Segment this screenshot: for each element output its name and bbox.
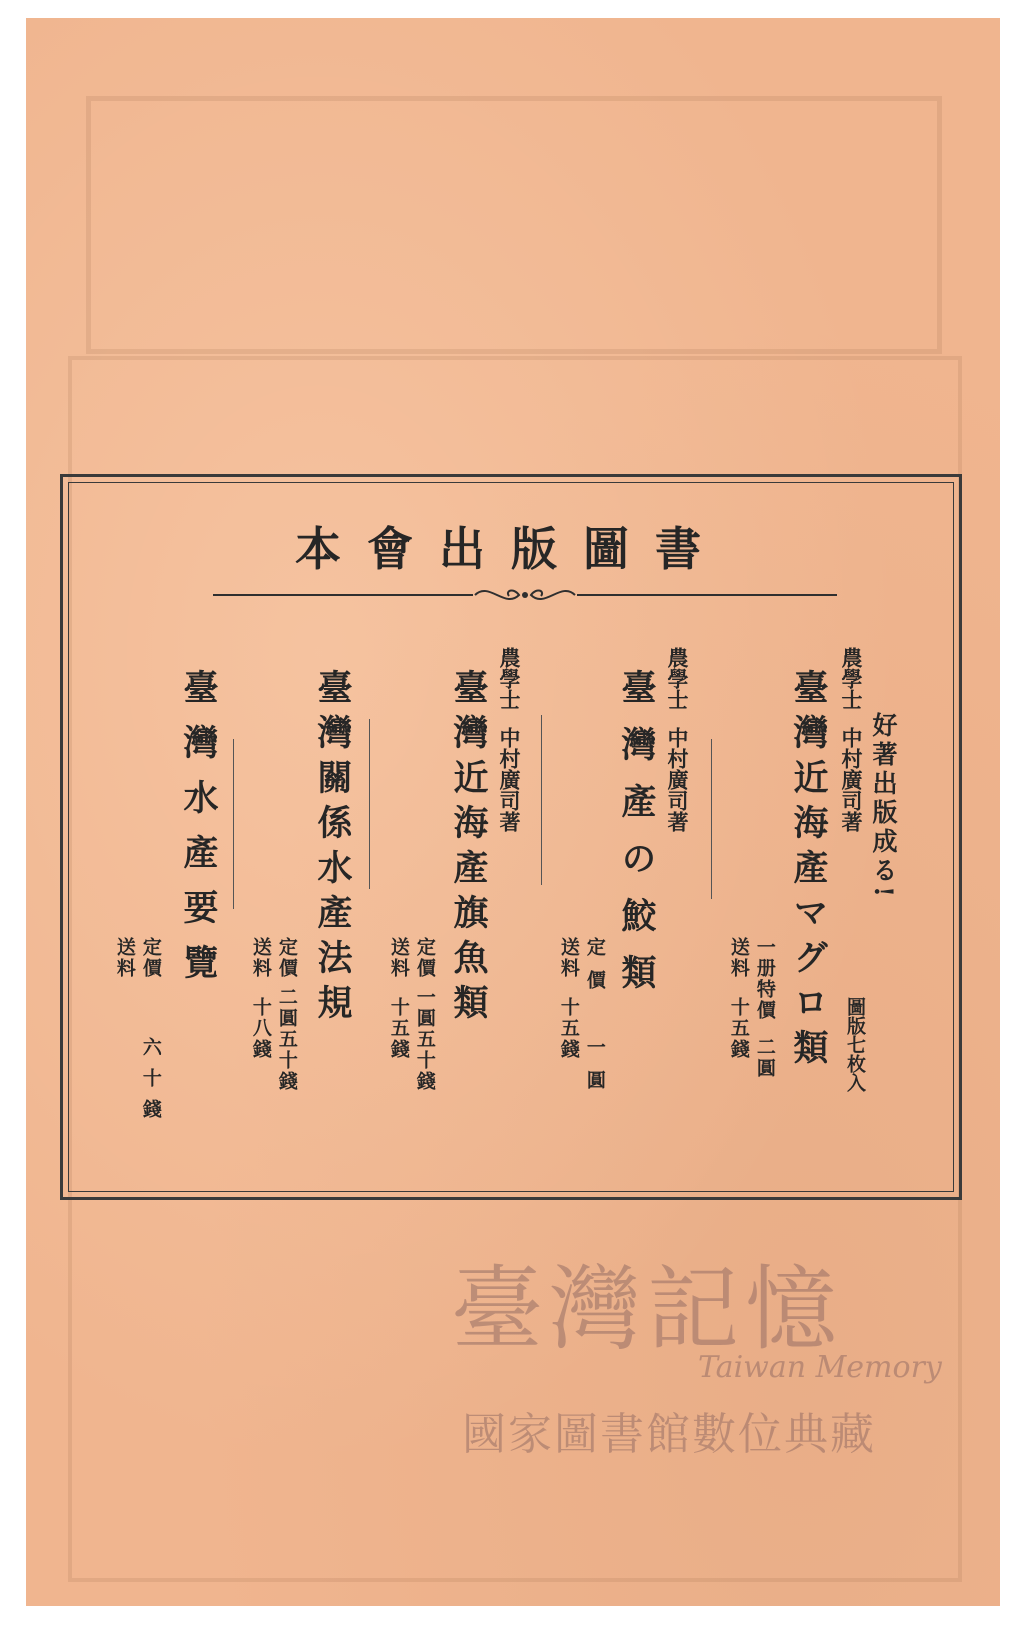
- book-title: 臺灣近海產旗魚類: [448, 669, 489, 1029]
- ornament-divider: [213, 583, 837, 607]
- postage-value: 十五錢: [727, 997, 750, 1060]
- watermark-library: 國家圖書館數位典藏: [462, 1409, 876, 1460]
- postage-value: 十五錢: [387, 997, 410, 1060]
- book-title: 臺灣關係水產法規: [312, 669, 353, 1029]
- author-name: 中村廣司著: [839, 727, 864, 832]
- bleed-through-frame-top: [86, 96, 942, 354]
- book-title: 臺灣水產要覽: [178, 669, 219, 999]
- postage-label: 送料: [557, 937, 580, 979]
- column-separator: [711, 739, 712, 899]
- column-separator: [369, 719, 370, 889]
- book-title: 臺灣近海產マグロ類: [788, 669, 829, 1074]
- author-degree: 農學士: [665, 647, 690, 710]
- author-degree: 農學士: [839, 647, 864, 710]
- price-value: 一圓: [583, 1037, 606, 1103]
- price-value: 二圓: [753, 1037, 776, 1079]
- postage-label: 送料: [249, 937, 272, 979]
- postage-value: 十八錢: [249, 997, 272, 1060]
- advertisement-title: 本會出版圖書: [295, 522, 727, 576]
- postage-label: 送料: [727, 937, 750, 979]
- column-separator: [541, 715, 542, 885]
- scanned-page: [26, 18, 1000, 1606]
- author-name: 中村廣司著: [497, 727, 522, 832]
- price-label: 定價: [583, 937, 606, 1003]
- book-title: 臺灣產の鮫類: [616, 669, 657, 1011]
- watermark-english: Taiwan Memory: [698, 1350, 942, 1385]
- column-separator: [233, 739, 234, 909]
- postage-value: 十五錢: [557, 997, 580, 1060]
- price-label: 定價: [413, 937, 436, 979]
- author-degree: 農學士: [497, 647, 522, 710]
- price-label: 定價: [275, 937, 298, 979]
- price-value: 六十錢: [139, 1037, 162, 1130]
- price-value: 一圓五十錢: [413, 987, 436, 1092]
- watermark-calligraphy: 臺灣記憶: [451, 1256, 844, 1363]
- postage-label: 送料: [113, 937, 136, 979]
- price-label: 一册特價: [753, 937, 776, 1021]
- postage-label: 送料: [387, 937, 410, 979]
- author-name: 中村廣司著: [665, 727, 690, 832]
- advertisement-box: [60, 474, 962, 1200]
- price-label: 定價: [139, 937, 162, 979]
- plates-note: 圖版七枚入: [844, 997, 866, 1092]
- publication-note: 好著出版成る!: [869, 712, 898, 901]
- price-value: 二圓五十錢: [275, 987, 298, 1092]
